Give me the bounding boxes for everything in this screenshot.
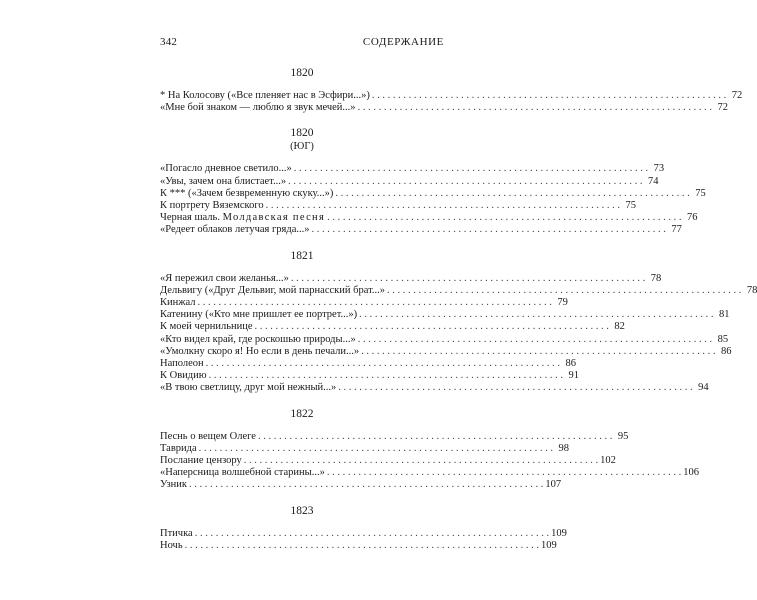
page-number: 342 [160,36,178,48]
section-heading [160,504,444,518]
section-heading [160,249,444,263]
toc-entry[interactable] [160,212,698,224]
dot-leader [359,309,713,321]
entry-title [160,297,196,309]
entry-title-text: Наполеон [160,358,204,370]
entry-title [160,102,356,114]
toc-entry[interactable] [160,527,567,540]
entry-page-number: 76 [686,212,698,224]
entry-page-number: 98 [558,442,570,454]
section-heading [160,126,444,153]
entry-title [160,431,256,443]
entry-page-number: 81 [719,309,730,321]
entry-title-text: «Наперсница волшебной старины...» [160,467,325,479]
entry-title-text: «Увы, зачем она блистает...» [160,175,287,187]
dot-leader [387,285,741,297]
entry-title [160,540,183,552]
entry-title-text: К *** («Зачем безвременную скуку...») [160,187,334,199]
section-heading [160,407,444,421]
dot-leader [291,273,645,285]
dot-leader [372,90,726,102]
entry-page-number: 86 [565,358,576,370]
entry-title [160,334,356,346]
section-year: 1821 [290,249,314,262]
toc-section [160,407,699,492]
entry-page-number: 75 [625,200,636,212]
dot-leader [358,102,712,114]
dot-leader [358,334,712,346]
entry-title-text: Черная шаль. [160,212,220,224]
toc-entry[interactable] [160,430,629,443]
entry-page-number: 75 [695,187,706,199]
dot-leader [255,321,609,333]
dot-leader [195,528,549,540]
entry-page-number: 106 [683,467,699,479]
entry-page-number: 77 [671,224,682,236]
entry-title [160,321,253,333]
section-year: 1820 [290,127,314,140]
entry-page-number: 74 [647,175,659,187]
toc-entry[interactable] [160,200,636,212]
entry-page-number: 78 [650,272,662,284]
entry-page-number: 95 [617,430,629,442]
entry-title [160,528,193,540]
entry-page-number: 79 [557,297,568,309]
toc-entry[interactable] [160,175,659,188]
dot-leader [361,346,715,358]
entry-title [160,176,286,188]
entry-page-number: 85 [717,333,729,345]
toc-entry[interactable] [160,224,682,236]
entry-title [160,358,204,370]
entry-page-number: 73 [653,163,665,175]
dot-leader [266,200,620,212]
dot-leader [209,370,563,382]
entry-page-number: 72 [731,90,743,101]
entry-title-text: «Редеет облаков летучая гряда...» [160,224,310,236]
toc-entry[interactable] [160,442,570,455]
entry-title-text: Таврида [160,442,197,454]
entry-title-text: «Кто видел край, где роскошью природы...» [160,333,356,345]
toc-section [160,66,743,114]
entry-title [160,200,264,212]
table-of-contents [160,66,757,564]
entry-page-number: 94 [698,382,709,394]
toc-entry[interactable] [160,333,729,346]
dot-leader [327,212,681,224]
entry-title-text: * На Колосову («Все пленяет нас в Эсфири...») [160,90,370,101]
dot-leader [198,297,552,309]
dot-leader [327,467,681,479]
entry-subtitle-text: Молдавская песня [222,212,326,224]
toc-entry[interactable] [160,297,568,309]
entry-title [160,309,357,321]
entry-title-text: Птичка [160,527,193,539]
entry-title [160,273,289,285]
dot-leader [312,224,666,236]
entry-title-text: «Я пережил свои желанья...» [160,272,289,284]
entry-page-number: 78 [746,284,757,296]
entry-title [160,479,187,491]
toc-entry[interactable] [160,479,562,491]
section-year: 1820 [290,67,314,79]
section-year: 1822 [290,407,314,420]
dot-leader [338,382,692,394]
dot-leader [206,358,560,370]
entry-title-text: К Овидию [160,370,207,382]
toc-entry[interactable] [160,539,557,552]
entry-title [160,224,310,236]
entry-title [160,285,385,297]
entry-title [160,346,359,358]
entry-title-text: Дельвигу («Друг Дельвиг, мой парнасский брат...» [160,284,386,296]
toc-entry[interactable] [160,467,699,479]
entry-title-text: Ночь [160,539,183,551]
toc-entry[interactable] [160,345,732,358]
entry-title [160,467,325,479]
toc-entry[interactable] [160,455,616,467]
entry-title [160,455,242,467]
entry-title-text: К портрету Вяземского [160,200,264,212]
dot-leader [335,188,689,200]
toc-section [160,126,706,236]
entry-title [160,370,207,382]
toc-entry[interactable] [160,358,576,370]
toc-entry[interactable] [160,90,743,102]
dot-leader [185,540,539,552]
toc-entry[interactable] [160,187,706,200]
entry-title [160,443,197,455]
toc-entry[interactable] [160,321,625,333]
entry-title [160,90,370,102]
dot-leader [294,163,648,175]
section-subtitle: (ЮГ) [290,141,314,153]
toc-entry[interactable] [160,163,665,175]
entry-title-text: К моей чернильнице [160,321,253,333]
dot-leader [189,479,543,491]
entry-title-text: «В твою светлицу, друг мой нежный...» [160,382,337,394]
entry-page-number: 82 [614,321,625,333]
entry-title-text: «Мне бой знаком — люблю я звук мечей...» [160,102,356,114]
toc-entry[interactable] [160,309,730,321]
entry-title-text: «Умолкну скоро я! Но если в день печали...» [160,345,360,357]
toc-entry[interactable] [160,284,757,297]
entry-title [160,382,336,394]
toc-section [160,504,567,552]
entry-page-number: 109 [551,527,567,539]
entry-page-number: 86 [720,345,732,357]
entry-title-text: «Погасло дневное светило...» [160,163,292,175]
dot-leader [199,443,553,455]
entry-title [160,212,325,224]
entry-title-text: Узник [160,479,187,491]
section-year: 1823 [290,504,314,517]
dot-leader [288,176,642,188]
entry-title-text: Кинжал [160,297,196,309]
entry-page-number: 72 [717,102,728,114]
toc-entry[interactable] [160,102,728,114]
entry-title-text: Послание цензору [160,455,242,467]
entry-title-text: Катенину («Кто мне пришлет ее портрет...») [160,309,358,321]
toc-entry[interactable] [160,272,662,285]
entry-title [160,163,292,175]
entry-title-text: Песнь о вещем Олеге [160,430,256,442]
dot-leader [244,455,598,467]
dot-leader [258,431,612,443]
entry-page-number: 107 [545,479,562,491]
entry-page-number: 102 [600,455,616,467]
toc-entry[interactable] [160,382,709,394]
toc-section [160,249,757,395]
entry-title [160,188,333,200]
entry-page-number: 109 [541,539,557,551]
running-title: СОДЕРЖАНИЕ [362,36,444,48]
entry-page-number: 91 [568,370,579,382]
section-heading [160,66,444,80]
toc-entry[interactable] [160,370,579,382]
